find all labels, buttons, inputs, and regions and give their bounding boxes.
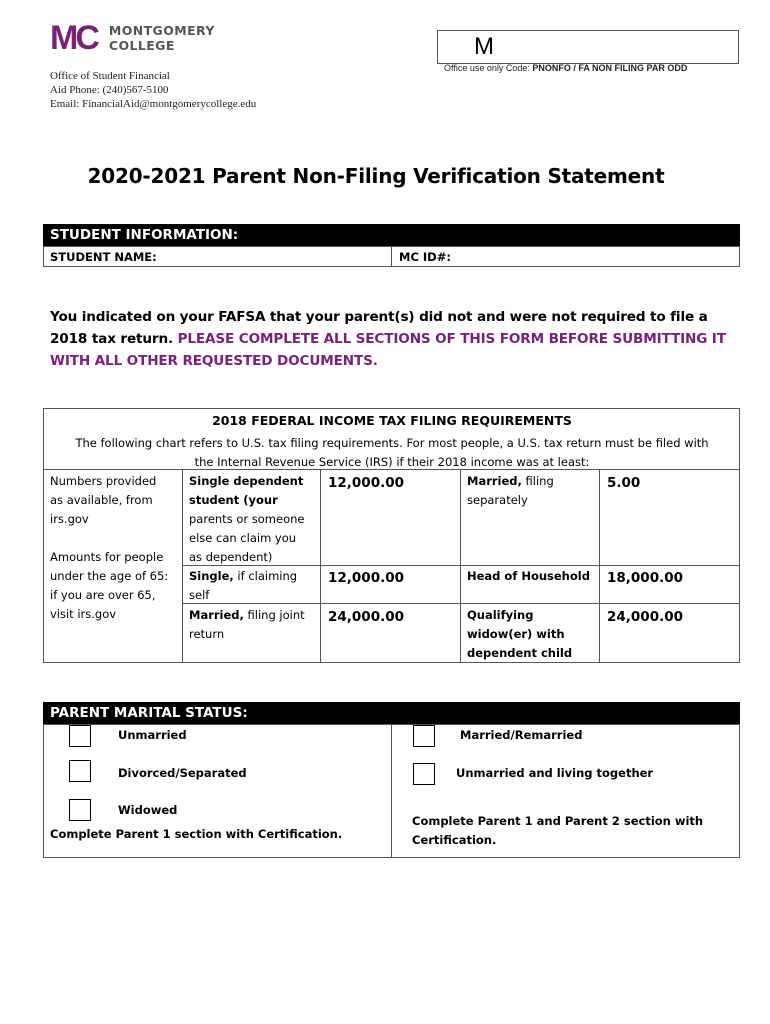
parent1-note: Complete Parent 1 section with Certification.	[50, 827, 343, 841]
table-col-divider-1	[182, 469, 183, 663]
amount-single-dependent: 12,000.00	[328, 475, 405, 491]
marital-status-divider	[391, 724, 392, 858]
requirements-heading: 2018 FEDERAL INCOME TAX FILING REQUIREMENTS	[212, 413, 572, 428]
student-name-label: STUDENT NAME:	[50, 250, 157, 264]
side-note: Numbers provided as available, from irs.gov Amounts for people under the age of 65: if you are over 65, visit irs.gov	[50, 474, 169, 621]
student-info-divider	[391, 246, 392, 267]
amount-qualifying-widow: 24,000.00	[607, 609, 684, 625]
logo-wordmark: MONTGOMERY COLLEGE	[108, 23, 215, 53]
intro-emphasis: PLEASE COMPLETE ALL SECTIONS OF THIS FORM BEFORE SUBMITTING IT WITH ALL OTHER REQUESTED DOCUMENTS.	[50, 331, 726, 369]
table-col-divider-3	[460, 469, 461, 663]
married-remarried-option-label: Married/Remarried	[460, 728, 583, 742]
office-code-box[interactable]	[437, 30, 739, 64]
student-name-field[interactable]	[155, 247, 390, 266]
requirements-description: The following chart refers to U.S. tax filing requirements. For most people, a U.S. tax return must be filed with the Internal Revenue Service (IRS) if their 2018 income was at least:	[75, 436, 709, 469]
unmarried-option-label: Unmarried	[118, 728, 187, 742]
table-col-divider-2	[320, 469, 321, 663]
widowed-option-label: Widowed	[118, 803, 178, 817]
amount-head-of-household: 18,000.00	[607, 570, 684, 586]
amount-married-separately: 5.00	[607, 475, 641, 491]
marital-status-heading: PARENT MARITAL STATUS:	[43, 702, 740, 724]
widowed-checkbox[interactable]	[69, 799, 91, 821]
amount-single: 12,000.00	[328, 570, 405, 586]
table-col-divider-4	[599, 469, 600, 663]
office-contact	[50, 69, 256, 111]
code-box-letter: M	[474, 33, 494, 60]
intro-paragraph	[50, 306, 740, 372]
filing-status-single: Single, if claiming self	[189, 569, 298, 602]
student-info-heading: STUDENT INFORMATION:	[43, 224, 740, 246]
filing-status-single-dependent: Single dependent student (your parents or someone else can claim you as dependent)	[189, 474, 305, 564]
mc-id-field[interactable]	[452, 247, 739, 266]
office-code-note: Office use only Code: PNONFO / FA NON FILING PAR ODD	[444, 63, 688, 73]
unmarried-checkbox[interactable]	[69, 725, 91, 747]
mc-id-label: MC ID#:	[399, 250, 451, 264]
table-header-rule	[43, 469, 740, 470]
married-remarried-checkbox[interactable]	[413, 725, 435, 747]
divorced-separated-checkbox[interactable]	[69, 760, 91, 782]
divorced-separated-option-label: Divorced/Separated	[118, 766, 247, 780]
unmarried-living-together-checkbox[interactable]	[413, 763, 435, 785]
amount-married-joint: 24,000.00	[328, 609, 405, 625]
office-email: Email: FinancialAid@montgomerycollege.edu	[50, 98, 257, 110]
parent1-parent2-note: Complete Parent 1 and Parent 2 section with Certification.	[412, 814, 704, 847]
filing-status-married-joint: Married, filing joint return	[189, 608, 305, 641]
college-logo	[50, 19, 215, 57]
page-title: 2020-2021 Parent Non-Filing Verification Statement	[87, 164, 665, 188]
filing-status-qualifying-widow: Qualifying widow(er) with dependent child	[467, 608, 573, 660]
filing-status-married-separately: Married, filing separately	[467, 474, 554, 507]
filing-status-head-of-household: Head of Household	[467, 569, 590, 583]
office-phone: Aid Phone: (240)567-5100	[50, 84, 169, 96]
logo-mark: MC	[50, 19, 97, 57]
intro-text: You indicated on your FAFSA that your parent(s) did not and were not required to file a 2018 tax return.	[50, 309, 708, 347]
unmarried-living-together-option-label: Unmarried and living together	[456, 766, 654, 780]
office-line-1: Office of Student Financial	[50, 70, 170, 82]
